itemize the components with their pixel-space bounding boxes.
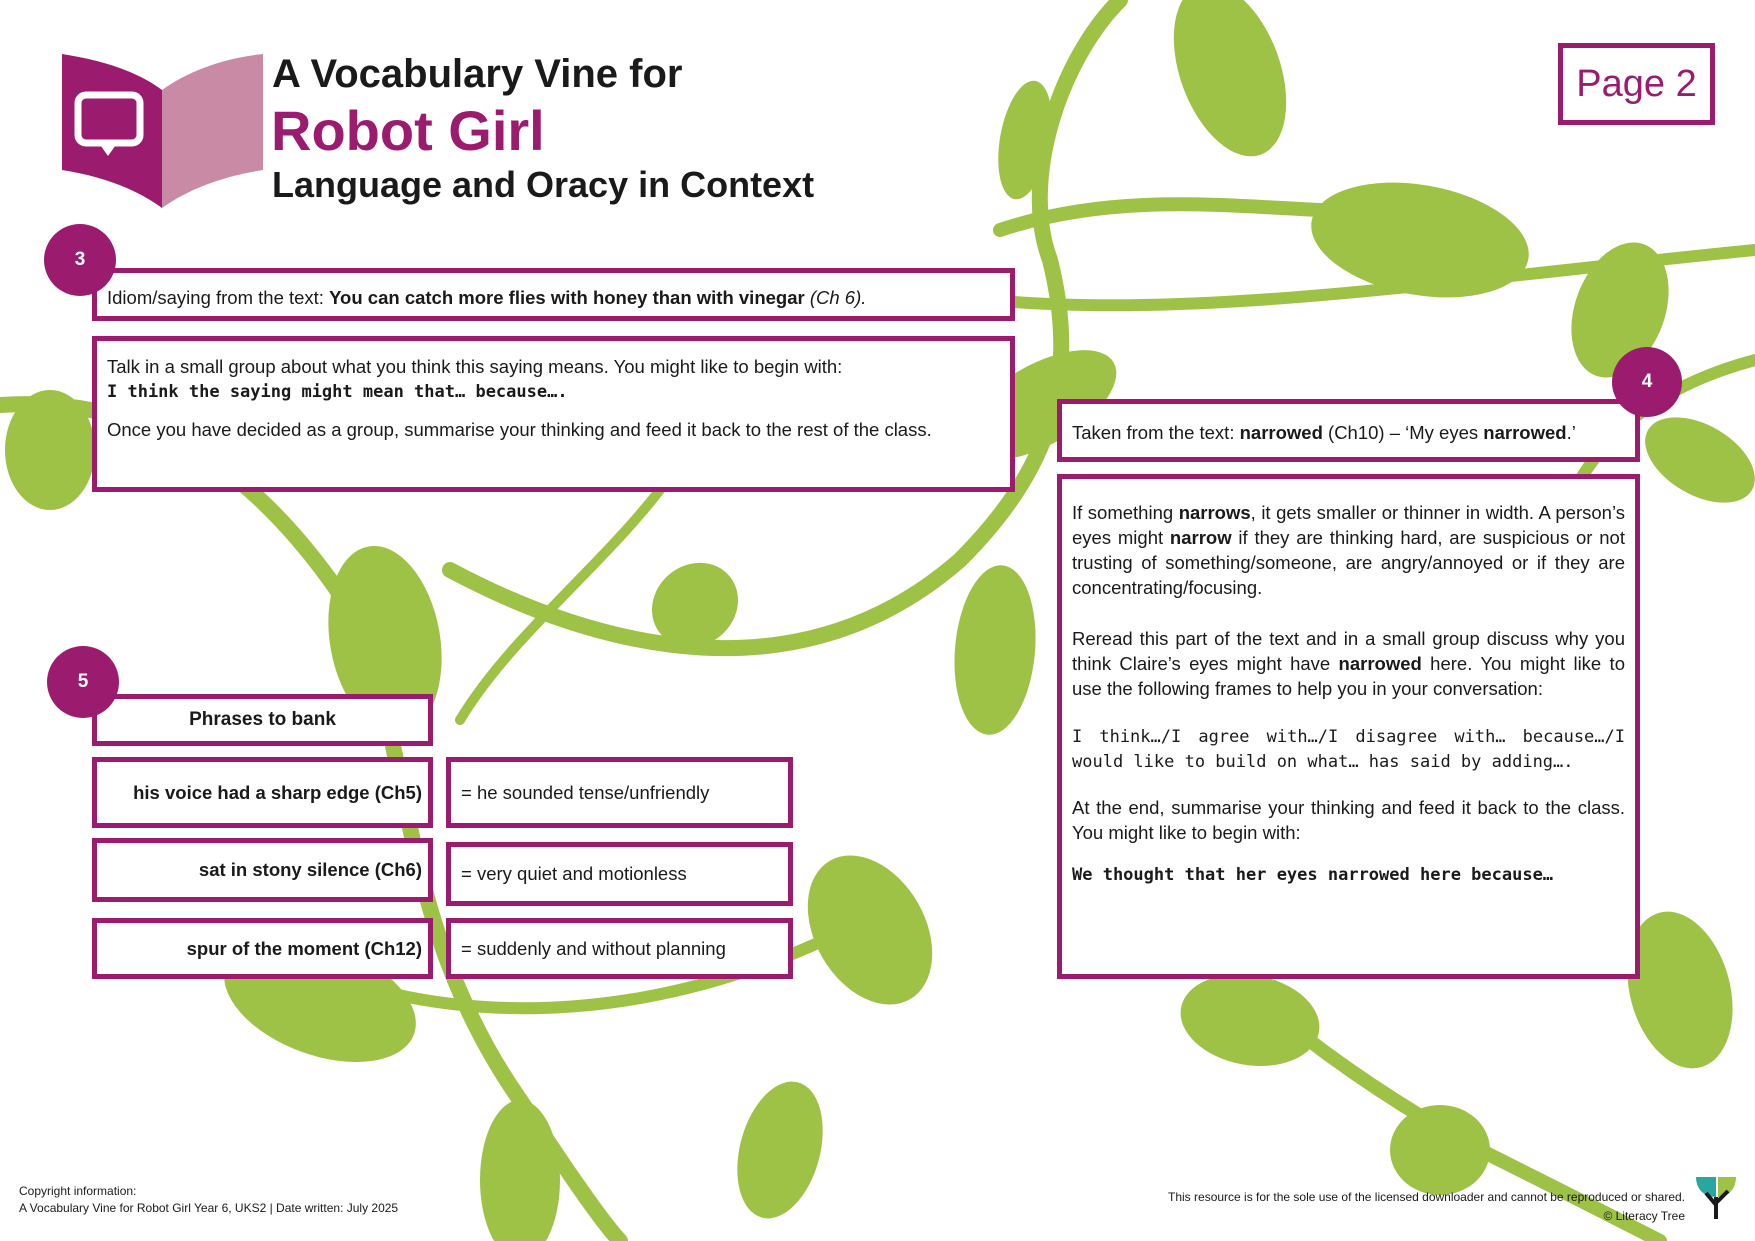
title-subtitle: Language and Oracy in Context bbox=[272, 164, 815, 205]
source-end: .’ bbox=[1566, 422, 1576, 443]
meaning-box-2 bbox=[446, 842, 793, 906]
narrow-explanation-box bbox=[1057, 474, 1640, 979]
discussion-frame: I think the saying might mean that… because…. bbox=[107, 382, 568, 402]
definition-paragraph bbox=[1072, 500, 1625, 600]
def-e: if they are thinking hard, are suspicious or not trusting of something/someone, are angry/annoyed or if they are concentrating/focusing. bbox=[1072, 527, 1625, 598]
def-d: narrow bbox=[1169, 527, 1232, 548]
license-notice bbox=[1168, 1188, 1685, 1226]
phrase-text: sat in stony silence (Ch6) bbox=[198, 859, 422, 880]
discussion-feedback: Once you have decided as a group, summarise your thinking and feed it back to the rest of the class. bbox=[107, 419, 932, 440]
end-frame: We thought that her eyes narrowed here because… bbox=[1072, 865, 1554, 885]
def-a: If something bbox=[1072, 502, 1179, 523]
end-instruction: At the end, summarise your thinking and feed it back to the class. You might like to begin with: bbox=[1072, 797, 1625, 843]
phrases-heading: Phrases to bank bbox=[189, 709, 336, 730]
discussion-box bbox=[92, 336, 1015, 492]
license-text: This resource is for the sole use of the licensed downloader and cannot be reproduced or shared. bbox=[1168, 1190, 1685, 1204]
meaning-text: = he sounded tense/unfriendly bbox=[461, 781, 710, 803]
title-book: Robot Girl bbox=[271, 99, 545, 162]
source-box bbox=[1057, 399, 1640, 462]
copyright-label: Copyright information: bbox=[19, 1184, 137, 1198]
idiom-ref: (Ch 6). bbox=[809, 287, 867, 308]
idiom-text: You can catch more flies with honey than with vinegar bbox=[329, 287, 805, 308]
source-word-quote: narrowed bbox=[1483, 422, 1567, 443]
section-5-badge: 5 bbox=[47, 646, 119, 718]
reread-paragraph bbox=[1072, 626, 1625, 701]
phrases-heading-box bbox=[92, 694, 433, 746]
source-prefix: Taken from the text: bbox=[1072, 422, 1240, 443]
reread-a: Reread this part of the text and in a small group discuss why you think Claire’s eyes might have bbox=[1072, 628, 1625, 674]
copyright-text: A Vocabulary Vine for Robot Girl Year 6, UKS2 | Date written: July 2025 bbox=[19, 1201, 399, 1215]
phrase-box-1 bbox=[92, 757, 433, 828]
def-b: narrows bbox=[1178, 502, 1251, 523]
meaning-text: = very quiet and motionless bbox=[461, 863, 687, 884]
reread-b: narrowed bbox=[1338, 653, 1422, 674]
phrase-box-3 bbox=[92, 918, 433, 979]
idiom-box bbox=[92, 268, 1015, 321]
meaning-text: = suddenly and without planning bbox=[461, 937, 726, 959]
logo bbox=[60, 50, 265, 210]
source-word: narrowed bbox=[1239, 422, 1323, 443]
discussion-instruction: Talk in a small group about what you think this saying means. You might like to begin with: bbox=[107, 356, 843, 377]
title-line1: A Vocabulary Vine for bbox=[272, 52, 683, 96]
source-mid: (Ch10) – ‘My eyes bbox=[1322, 422, 1484, 443]
section-4-badge: 4 bbox=[1612, 347, 1682, 417]
page-label-text: Page 2 bbox=[1576, 62, 1697, 105]
literacy-tree-icon bbox=[1694, 1175, 1738, 1221]
phrase-text: his voice had a sharp edge (Ch5) bbox=[133, 781, 422, 803]
open-book-speech-bubble-icon bbox=[60, 50, 265, 210]
phrase-box-2 bbox=[92, 838, 433, 902]
copyright bbox=[19, 1183, 398, 1217]
reread-c: here. You might like to use the following frames to help you in your conversation: bbox=[1072, 653, 1625, 699]
meaning-box-1 bbox=[446, 757, 793, 828]
phrase-text: spur of the moment (Ch12) bbox=[186, 937, 422, 959]
meaning-box-3 bbox=[446, 918, 793, 979]
idiom-prefix: Idiom/saying from the text: bbox=[107, 287, 330, 308]
section-3-badge: 3 bbox=[44, 224, 116, 296]
brand-text: © Literacy Tree bbox=[1603, 1209, 1685, 1223]
def-c: , it gets smaller or thinner in width. A person’s eyes might bbox=[1072, 502, 1625, 548]
page-label bbox=[1558, 43, 1715, 125]
conversation-frames: I think…/I agree with…/I disagree with… because…/I would like to build on what… has said by adding…. bbox=[1072, 727, 1625, 772]
